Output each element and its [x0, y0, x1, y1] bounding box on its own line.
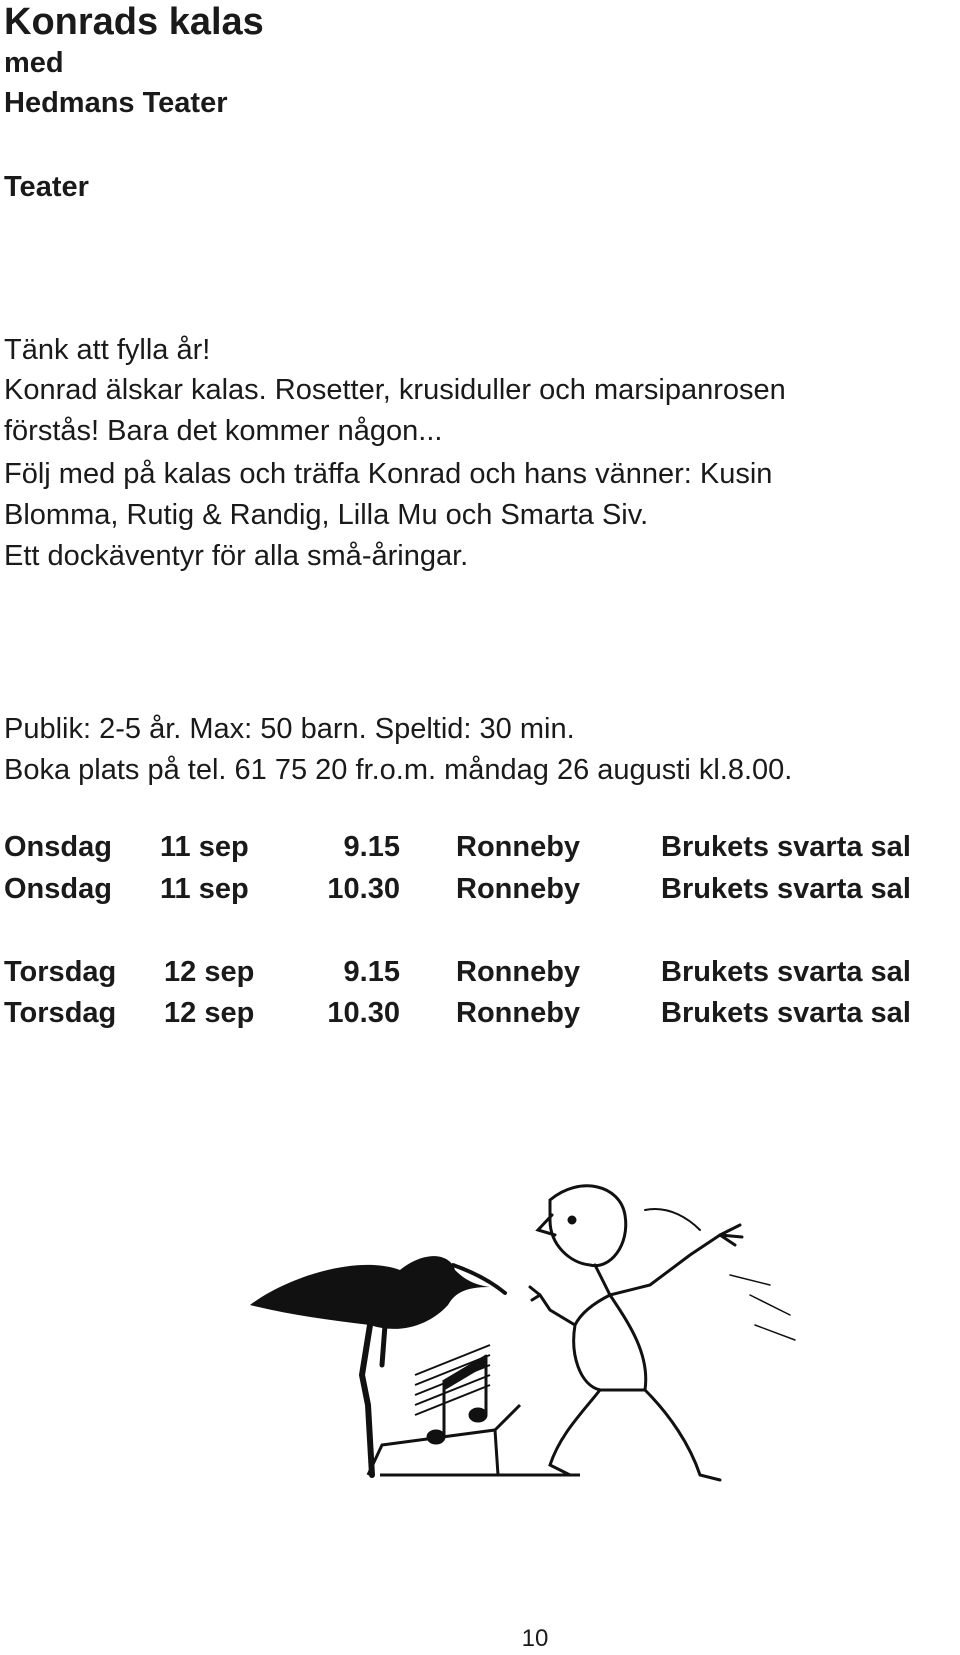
description-line: förstås! Bara det kommer någon... [4, 415, 443, 447]
audience-info: Publik: 2-5 år. Max: 50 barn. Speltid: 30 min. [4, 713, 575, 745]
description-line: Ett dockäventyr för alla små-åringar. [4, 540, 469, 572]
schedule-day: Torsdag [4, 997, 117, 1029]
bird-drawing [250, 1256, 505, 1475]
schedule-day: Onsdag [4, 873, 112, 905]
subtitle-med: med [4, 47, 64, 79]
description-line: Konrad älskar kalas. Rosetter, krusiduller och marsipanrosen [4, 374, 786, 406]
illustration [250, 1175, 810, 1535]
schedule-date: 12 sep [164, 956, 255, 988]
schedule-time: 10.30 [327, 873, 400, 905]
schedule-date: 11 sep [160, 831, 249, 863]
schedule-venue: Brukets svarta sal [661, 873, 911, 905]
schedule-date: 12 sep [164, 997, 255, 1029]
schedule-time: 9.15 [343, 956, 400, 988]
page-number: 10 [521, 1625, 549, 1652]
schedule-venue: Brukets svarta sal [661, 831, 911, 863]
dancing-figure [530, 1186, 795, 1480]
schedule-city: Ronneby [456, 831, 581, 863]
description-line: Följ med på kalas och träffa Konrad och hans vänner: Kusin [4, 458, 773, 490]
schedule-time: 9.15 [343, 831, 400, 863]
schedule-venue: Brukets svarta sal [661, 997, 911, 1029]
description-line: Tänk att fylla år! [4, 334, 211, 366]
company-name: Hedmans Teater [4, 87, 228, 119]
category-label: Teater [4, 171, 89, 203]
schedule-city: Ronneby [456, 956, 581, 988]
booking-info: Boka plats på tel. 61 75 20 fr.o.m. måndag 26 augusti kl.8.00. [4, 754, 793, 786]
schedule-city: Ronneby [456, 997, 581, 1029]
schedule-date: 11 sep [160, 873, 249, 905]
description-line: Blomma, Rutig & Randig, Lilla Mu och Smarta Siv. [4, 499, 649, 531]
schedule-day: Onsdag [4, 831, 112, 863]
music-notes [415, 1345, 490, 1444]
schedule-venue: Brukets svarta sal [661, 956, 911, 988]
schedule-time: 10.30 [327, 997, 400, 1029]
page-title: Konrads kalas [4, 1, 264, 43]
schedule-city: Ronneby [456, 873, 581, 905]
schedule-day: Torsdag [4, 956, 117, 988]
